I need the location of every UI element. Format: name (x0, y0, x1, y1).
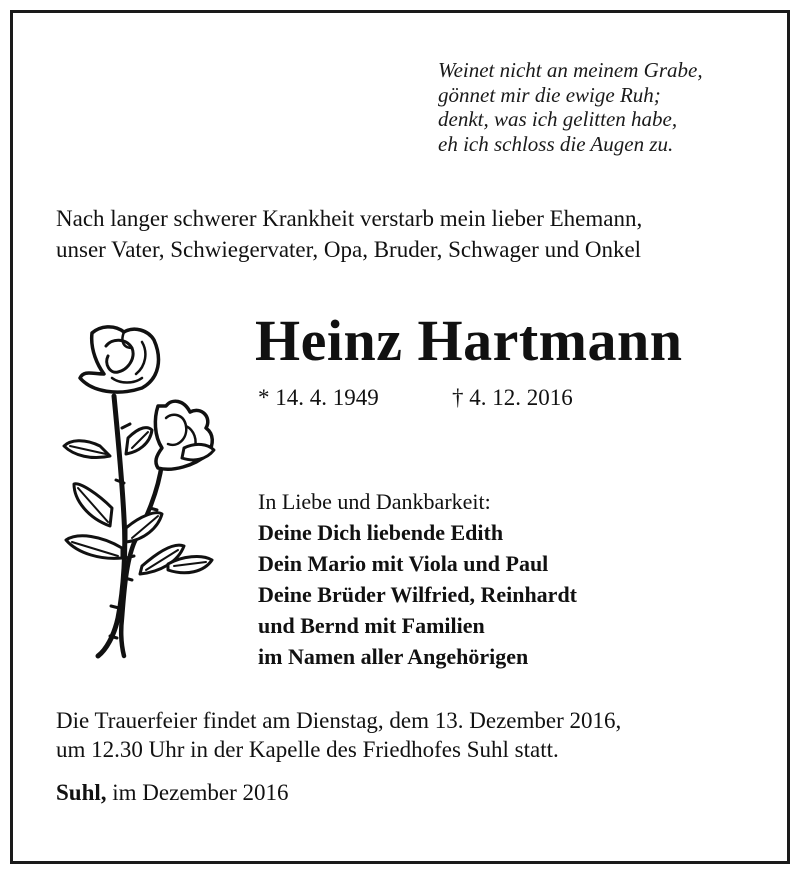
funeral-info (56, 706, 621, 764)
place-month: im Dezember 2016 (106, 780, 289, 805)
mourner-line: Deine Dich liebende Edith (258, 520, 504, 545)
poem-line: gönnet mir die ewige Ruh; (438, 82, 661, 107)
intro-line: unser Vater, Schwiegervater, Opa, Bruder, Schwager und Onkel (56, 237, 642, 262)
place-city: Suhl, (56, 780, 107, 805)
poem-line: denkt, was ich gelitten habe, (438, 107, 678, 131)
mourner-line: Deine Brüder Wilfried, Reinhardt (258, 582, 577, 607)
mourner-line: im Namen aller Angehörigen (258, 644, 529, 669)
deceased-name: Heinz Hartmann (255, 308, 683, 373)
intro-line: Nach langer schwerer Krankheit verstarb mein lieber Ehemann, (56, 206, 643, 231)
poem-line: Weinet nicht an meinem Grabe, (438, 58, 703, 82)
poem (438, 58, 703, 156)
place-date (56, 780, 289, 806)
mourners-intro: In Liebe und Dankbarkeit: (258, 489, 491, 514)
birth-date: * 14. 4. 1949 (258, 385, 379, 410)
funeral-line: Die Trauerfeier findet am Dienstag, dem 13. Dezember 2016, (56, 708, 622, 733)
funeral-line: um 12.30 Uhr in der Kapelle des Friedhofes Suhl statt. (56, 737, 559, 762)
poem-line: eh ich schloss die Augen zu. (438, 131, 674, 156)
rose-illustration (62, 318, 222, 663)
death-date: † 4. 12. 2016 (452, 385, 573, 410)
mourners-block (258, 486, 577, 672)
mourner-line: Dein Mario mit Viola und Paul (258, 551, 549, 576)
intro-text (56, 203, 642, 265)
mourner-line: und Bernd mit Familien (258, 613, 485, 638)
